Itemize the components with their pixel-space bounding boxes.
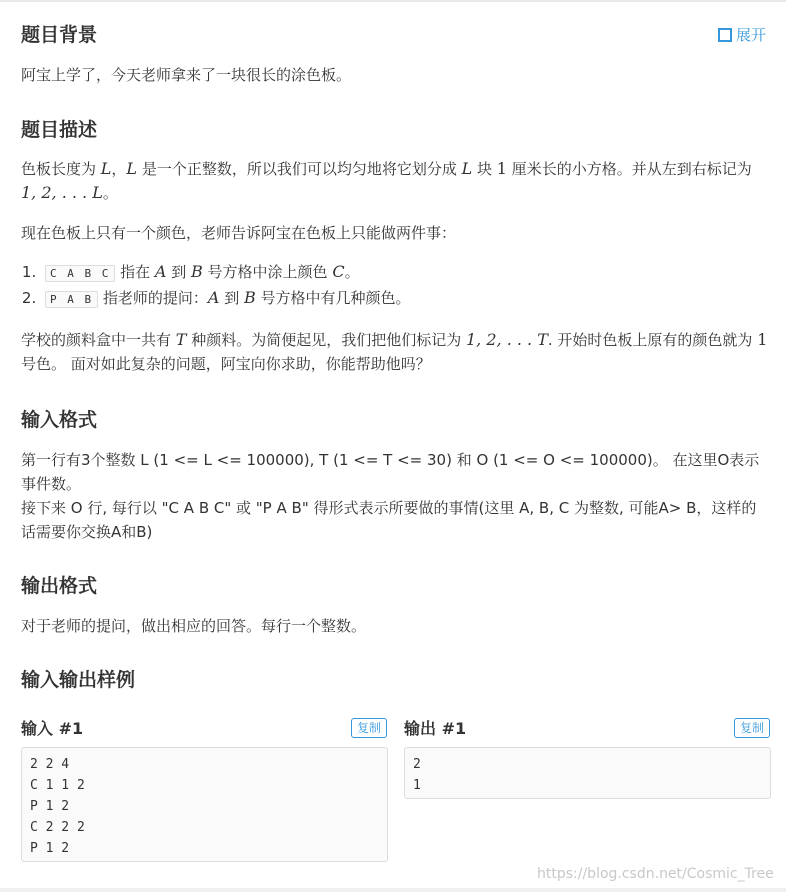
sample-input-header bbox=[21, 716, 387, 739]
sample-input-title: 输入 #1 bbox=[21, 719, 84, 738]
input-format-line1: 第一行有3个整数 L (1 <= L <= 100000), T (1 <= T <= 30) 和 O (1 <= O <= 100000)。 在这里O表示事件数。 bbox=[21, 451, 760, 493]
expand-label: 展开 bbox=[736, 26, 767, 44]
watermark: https://blog.csdn.net/Cosmic_Tree bbox=[537, 866, 774, 882]
inline-code: P A B bbox=[45, 291, 98, 308]
samples-section bbox=[21, 667, 769, 693]
output-format-section bbox=[21, 573, 769, 638]
top-divider bbox=[0, 0, 786, 2]
operation-list bbox=[21, 260, 769, 312]
sample-input-box[interactable]: 2 2 4 C 1 1 2 P 1 2 C 2 2 2 P 1 2 bbox=[21, 747, 388, 862]
copy-input-button[interactable]: 复制 bbox=[351, 718, 387, 738]
background-section bbox=[21, 22, 769, 87]
list-item: 2. P A B 指老师的提问：A 到 B 号方格中有几种颜色。 bbox=[41, 286, 769, 312]
input-format-section bbox=[21, 407, 769, 544]
input-format-title: 输入格式 bbox=[21, 409, 98, 431]
bottom-divider bbox=[0, 888, 786, 892]
sample-output-header bbox=[404, 716, 770, 739]
description-title: 题目描述 bbox=[21, 119, 98, 141]
description-p3: 学校的颜料盒中一共有 T 种颜料。为简便起见，我们把他们标记为 1, 2, . . . T. 开始时色板上原有的颜色就为 1 号色。 面对如此复杂的问题，阿宝向你求助，你能帮助他吗？ bbox=[21, 330, 768, 373]
description-p2: 现在色板上只有一个颜色，老师告诉阿宝在色板上只能做两件事： bbox=[21, 224, 457, 242]
samples-title: 输入输出样例 bbox=[21, 669, 136, 691]
list-item: 1. C A B C 指在 A 到 B 号方格中涂上颜色 C。 bbox=[41, 260, 769, 286]
sample-output-title: 输出 #1 bbox=[404, 719, 467, 738]
copy-output-button[interactable]: 复制 bbox=[734, 718, 770, 738]
description-p1: 色板长度为 L，L 是一个正整数，所以我们可以均匀地将它划分成 L 块 1 厘米长的小方格。并从左到右标记为 1, 2, . . . L。 bbox=[21, 159, 752, 202]
sample-output-box[interactable]: 2 1 bbox=[404, 747, 771, 799]
input-format-line2: 接下来 O 行, 每行以 "C A B C" 或 "P A B" 得形式表示所要做的事情(这里 A, B, C 为整数, 可能A> B，这样的话需要你交换A和B) bbox=[21, 499, 757, 541]
background-text: 阿宝上学了，今天老师拿来了一块很长的涂色板。 bbox=[21, 66, 352, 84]
description-section bbox=[21, 117, 769, 376]
background-title: 题目背景 bbox=[21, 24, 98, 46]
output-format-title: 输出格式 bbox=[21, 575, 98, 597]
output-format-text: 对于老师的提问，做出相应的回答。每行一个整数。 bbox=[21, 617, 367, 635]
inline-code: C A B C bbox=[45, 265, 115, 282]
